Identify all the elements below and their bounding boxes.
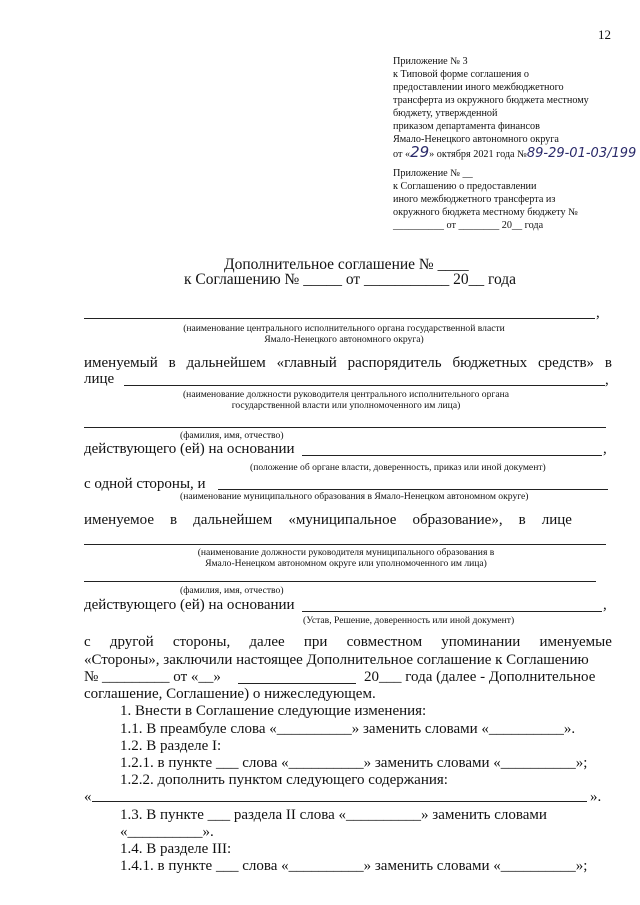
item-1-2: 1.2. В разделе I: <box>120 738 222 754</box>
p1-line2: лице <box>84 371 115 387</box>
caption-line: Ямало-Ненецком автономном округе или уполномоченного им лица) <box>205 558 487 569</box>
fill-line <box>84 544 606 545</box>
fill-line <box>92 801 587 802</box>
appendix-3-block <box>393 55 636 161</box>
word: бюджетных <box>452 355 528 371</box>
caption-line: Ямало-Ненецкого автономного округа) <box>264 334 424 345</box>
appendix-blank-block <box>393 167 578 232</box>
appendix-3-line: Приложение № 3 <box>393 56 468 67</box>
item-1-2-1: 1.2.1. в пункте ___ слова «__________» заменить словами «__________»; <box>120 755 588 771</box>
quote-open: « <box>84 789 92 805</box>
item-1-3-line2: «__________». <box>120 824 214 840</box>
handwritten-day: 29 <box>410 143 430 161</box>
word: «главный <box>276 355 337 371</box>
word: стороны, <box>172 634 231 650</box>
agreement-line3b: 20___ года (далее - Дополнительное <box>364 669 596 685</box>
quote-close: ». <box>590 789 602 805</box>
item-1-4-1: 1.4.1. в пункте ___ слова «__________» заменить словами «__________»; <box>120 858 588 874</box>
caption-mun-official <box>84 547 608 569</box>
caption-official <box>84 389 608 411</box>
caption-fio: (фамилия, имя, отчество) <box>180 430 284 441</box>
page-number: 12 <box>598 27 611 42</box>
appendix-3-line: бюджету, утвержденной <box>393 108 498 119</box>
word: лице <box>541 512 572 528</box>
word: в <box>518 512 526 528</box>
appendix-3-line: трансферта из окружного бюджета местному <box>393 95 589 106</box>
caption-line: (наименование должности руководителя муниципального образования в <box>197 547 495 558</box>
word: распорядитель <box>347 355 442 371</box>
word: другой <box>109 634 154 650</box>
date-prefix: от « <box>393 149 411 160</box>
date-mid: » октября 2021 года № <box>429 149 527 160</box>
appendix-3-line: приказом департамента финансов <box>393 121 540 132</box>
agreement-line2: «Стороны», заключили настоящее Дополнительное соглашение к Соглашению <box>84 652 589 668</box>
word: при <box>303 634 328 650</box>
word: совместном <box>346 634 423 650</box>
appendix-3-line: предоставлении иного межбюджетного <box>393 82 564 93</box>
fill-line <box>124 385 605 386</box>
item-1-4: 1.4. В разделе III: <box>120 841 232 857</box>
agreement-line1 <box>84 634 612 651</box>
doc-title-line1: Дополнительное соглашение № ____ <box>224 256 469 273</box>
agreement-line4: соглашение, Соглашение) о нижеследующем. <box>84 686 376 702</box>
comma: , <box>603 597 607 613</box>
word: дальнейшем <box>186 355 266 371</box>
word: именуемое <box>84 512 154 528</box>
word: далее <box>249 634 285 650</box>
appendix-blank-line: иного межбюджетного трансферта из <box>393 194 556 205</box>
p1-line1 <box>84 355 612 372</box>
word: с <box>84 634 91 650</box>
word: именуемый <box>84 355 158 371</box>
caption-basis: (положение об органе власти, доверенность, приказ или иной документ) <box>250 462 546 473</box>
word: в <box>604 355 612 371</box>
acting-label-2: действующего (ей) на основании <box>84 597 295 613</box>
item-1-1: 1.1. В преамбуле слова «__________» заменить словами «__________». <box>120 721 576 737</box>
fill-line <box>84 318 595 319</box>
agreement-line3a: № _________ от «__» <box>84 669 221 685</box>
word: именуемые <box>539 634 612 650</box>
p2-line <box>84 512 572 529</box>
word: образование», <box>412 512 503 528</box>
word: в <box>170 512 178 528</box>
caption-charter: (Устав, Решение, доверенность или иной документ) <box>303 615 515 626</box>
fill-line <box>84 581 596 582</box>
fill-line <box>84 427 606 428</box>
appendix-blank-line: к Соглашению о предоставлении <box>393 181 537 192</box>
appendix-3-line: Ямало-Ненецкого автономного округа <box>393 134 559 145</box>
caption-line: государственной власти или уполномоченного им лица) <box>231 400 461 411</box>
appendix-3-line: к Типовой форме соглашения о <box>393 69 529 80</box>
appendix-blank-line: окружного бюджета местному бюджету № <box>393 207 578 218</box>
appendix-blank-line: __________ от ________ 20__ года <box>393 220 544 231</box>
fill-line <box>218 489 608 490</box>
acting-label: действующего (ей) на основании <box>84 441 295 457</box>
word: средств» <box>538 355 595 371</box>
word: упоминании <box>441 634 521 650</box>
fill-line <box>302 611 602 612</box>
item-1-3-line1: 1.3. В пункте ___ раздела II слова «__________» заменить словами <box>120 807 547 823</box>
one-side-label: с одной стороны, и <box>84 476 206 492</box>
appendix-blank-line: Приложение № __ <box>393 168 473 179</box>
item-1: 1. Внести в Соглашение следующие изменения: <box>120 703 427 719</box>
doc-title-line2: к Соглашению № _____ от ___________ 20__ года <box>184 271 517 288</box>
caption-line: (наименование центрального исполнительного органа государственной власти <box>183 323 505 334</box>
caption-line: (наименование должности руководителя центрального исполнительного органа <box>182 389 509 400</box>
fill-line <box>238 683 356 684</box>
comma: , <box>605 372 609 388</box>
word: дальнейшем <box>193 512 273 528</box>
handwritten-order-number: 89-29-01-03/199 <box>526 146 637 161</box>
fill-line <box>302 455 602 456</box>
caption-ministry <box>84 323 604 345</box>
order-date-line <box>393 143 637 161</box>
item-1-2-2: 1.2.2. дополнить пунктом следующего содержания: <box>120 772 448 788</box>
caption-fio-2: (фамилия, имя, отчество) <box>180 585 284 596</box>
comma: , <box>603 441 607 457</box>
word: «муниципальное <box>288 512 397 528</box>
caption-municipality: (наименование муниципального образования в Ямало-Ненецком автономном округе) <box>180 491 529 502</box>
word: в <box>168 355 176 371</box>
comma: , <box>596 305 600 321</box>
